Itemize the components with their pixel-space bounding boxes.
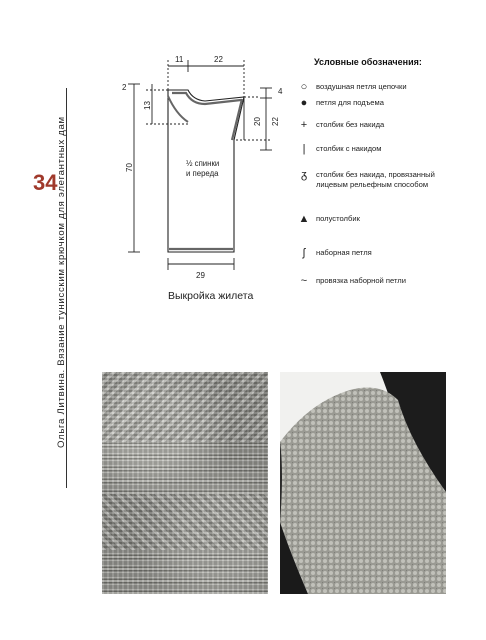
dim-top-left: 11	[175, 55, 184, 64]
dim-left-armhole: 13	[143, 101, 152, 110]
cast-on-return-icon: ~	[300, 275, 308, 287]
legend-item	[292, 82, 472, 92]
legend-item	[292, 170, 472, 190]
dim-top-right: 22	[214, 55, 223, 64]
dim-right-inner: 20	[253, 117, 262, 126]
vest-detail-photo	[280, 372, 446, 594]
legend-item-text: столбик без накида	[316, 120, 385, 129]
legend-item	[292, 98, 472, 108]
dim-left-small: 2	[122, 83, 127, 92]
legend-title: Условные обозначения:	[314, 57, 422, 67]
legend-item	[292, 248, 472, 258]
cast-on-stitch-icon: ʃ	[302, 247, 306, 259]
legend-item-text: столбик с накидом	[316, 144, 382, 153]
half-double-icon: ▲	[298, 213, 310, 225]
legend-item	[292, 120, 472, 130]
inner-label-line1: ½ спинки	[186, 159, 220, 168]
legend-item-text: наборная петля	[316, 248, 372, 257]
chain-stitch-icon: ○	[300, 81, 308, 93]
legend-item-text: провязка наборной петли	[316, 276, 406, 285]
legend-item-text: воздушная петля цепочки	[316, 82, 407, 91]
book-title-vertical: Ольга Литвина. Вязание тунисским крючком для элегантных дам	[56, 116, 67, 448]
turning-stitch-icon: ●	[300, 97, 308, 109]
dim-right-small: 4	[278, 87, 283, 96]
schematic-caption: Выкройка жилета	[168, 290, 254, 302]
legend-item-text: столбик без накида, провязанный лицевым рельефным способом	[316, 170, 435, 189]
double-crochet-icon: |	[302, 143, 306, 155]
dim-left-total: 70	[125, 163, 134, 172]
knit-texture-photo	[102, 372, 268, 594]
single-crochet-icon: +	[300, 119, 308, 131]
page-number: 34	[33, 170, 58, 195]
relief-stitch-icon: ᵹ	[300, 169, 308, 181]
inner-label-line2: и переда	[186, 169, 219, 178]
dim-bottom: 29	[196, 271, 205, 280]
legend-item	[292, 144, 472, 154]
vest-shoulder-illustration	[280, 372, 446, 594]
legend-item-text: полустолбик	[316, 214, 360, 223]
legend-item-text: петля для подъема	[316, 98, 384, 107]
legend-item	[292, 276, 472, 286]
dim-right-armhole: 22	[271, 117, 280, 126]
legend-item	[292, 214, 472, 224]
